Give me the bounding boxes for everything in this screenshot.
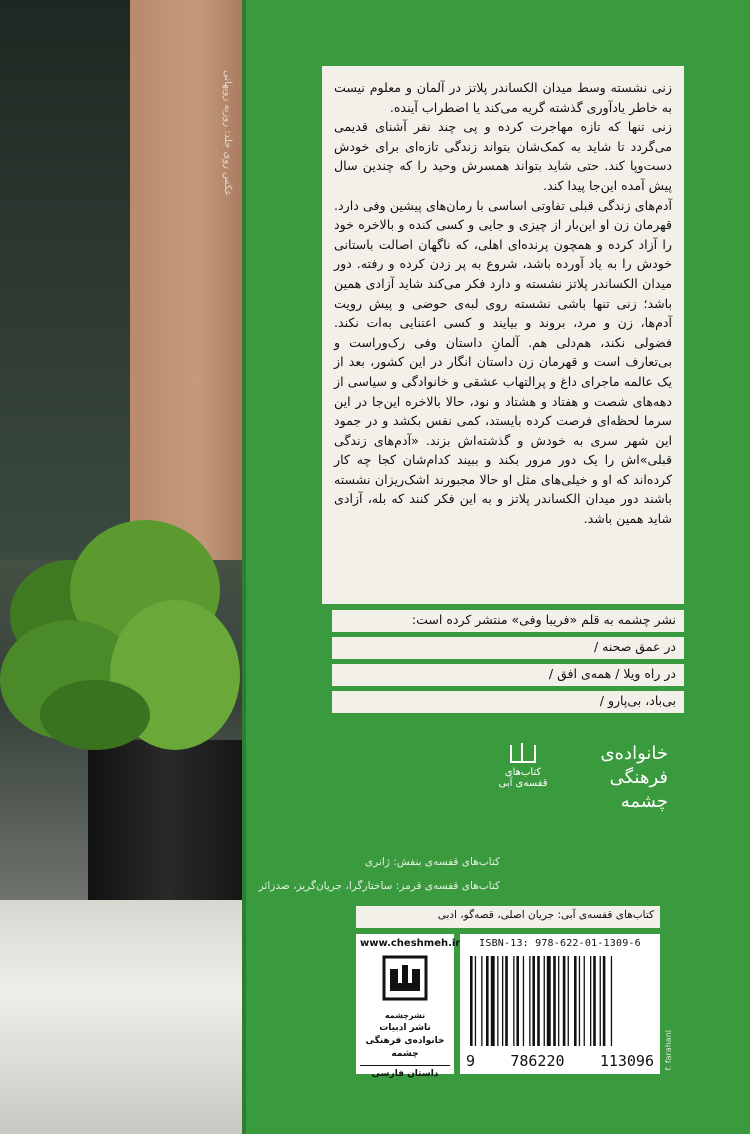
barcode-stripe — [516, 956, 519, 1046]
barcode-stripe — [497, 956, 498, 1046]
blurb-paragraph: آدم‌های زندگی قبلی تفاوتی اساسی با رمان‌های پیشین وفی دارد. قهرمان زن او این‌بار از چیزی و جایی و کسی کنده و بالاخره خود را آزاد کرده و همچون پرنده‌ای اهلی، که ناگهان اصالت باستانی خودش را به یاد آورده باشد، شروع به پر زدن کرده و رفته. دور میدان الکساندر پلاتز نشسته و دارد فکر می‌کند شاید آزادی همین باشد؛ زنی تنها باشی نشسته روی لبه‌ی حوضی و پیش رویت آدم‌ها، زن و مرد، بروند و بیایند و کسی اعتنایی به‌ات نکند. فضولی نکند، هم‌دلی هم. آلمانِ داستان وفی رک‌وراست و بی‌تعارف است و قهرمان زن داستان انگار در این کشور، بعد از یک عالمه ماجرای داغ و پرالتهاب عشقی و خانوادگی و سیاسی از دهه‌های شصت و هفتاد و هشتاد و نود، حالا بالاخره این‌جا در این سرما لحظه‌ای فرصت کرده بایستد، کمی نفس بکشد و در جمود این شهر سری به خودش و گذشته‌اش بزند. «آدم‌های زندگی قبلی»اش را یک دور مرور بکند و ببیند کدام‌شان کجا چه کار کرده‌اند که او و خیلی‌های مثل او حالا مجبورند اشک‌ریزان نشسته باشند دور میدان الکساندر پلاتز و به این فکر کنند که بله، آزادی شاید همین باشد. — [334, 197, 672, 527]
barcode-stripe — [544, 956, 545, 1046]
publisher-line: ناشر ادبیات — [379, 1023, 431, 1033]
series-blue: کتاب‌های قفسه‌ی آبی: جریان اصلی، قصه‌گو، ادبی — [356, 906, 660, 928]
barcode-stripe — [563, 956, 566, 1046]
barcode-stripe — [579, 956, 580, 1046]
designer-credit: f. farahani — [664, 1030, 673, 1071]
barcode-stripe — [600, 956, 601, 1046]
photo-credit: عکس روی جلد: روزبه رویهانی — [222, 70, 233, 197]
barcode-stripe — [593, 956, 596, 1046]
barcode-stripe — [470, 956, 473, 1046]
spine-edge — [242, 0, 246, 1134]
works-item: در عمق صحنه / — [332, 637, 684, 659]
barcode-stripe — [603, 956, 606, 1046]
works-heading: نشر چشمه به قلم «فریبا وفی» منتشر کرده است: — [332, 610, 684, 632]
barcode-stripe — [505, 956, 508, 1046]
blurb-box — [322, 66, 684, 604]
barcode-stripe — [475, 956, 476, 1046]
publisher-url: www.cheshmeh.ir — [360, 938, 461, 949]
blurb-paragraph: زنی تنها که تازه مهاجرت کرده و پی چند نفر آشنای قدیمی می‌گردد تا شاید به کمک‌شان بتواند زندگی تازه‌ای برای خودش دست‌وپا کند. حتی شاید بتواند همسرش وحید را که چندین سال پیش آمده این‌جا پیدا کند. — [334, 119, 672, 193]
barcode-stripe — [529, 956, 530, 1046]
series-logo — [488, 745, 558, 789]
cheshmeh-logo-icon — [382, 955, 428, 1001]
book-icon — [510, 745, 536, 763]
barcode-stripe — [547, 956, 551, 1046]
publisher-logo-label: نشرچشمه — [384, 1011, 426, 1020]
series-violet: کتاب‌های قفسه‌ی بنفش: ژانری — [364, 856, 500, 868]
stone-ledge — [0, 900, 245, 1134]
publisher-card — [356, 934, 461, 1079]
barcode-stripe — [502, 956, 503, 1046]
publisher-line: خانواده‌ی فرهنگی چشمه — [365, 1036, 445, 1059]
barcode-stripe — [590, 956, 591, 1046]
series-red: کتاب‌های قفسه‌ی قرمز: ساختارگرا، جریان‌گریز، صدزائر — [258, 880, 500, 892]
barcode-stripe — [513, 956, 514, 1046]
ean-digit-group: 786220 — [510, 1052, 565, 1070]
works-item: در راه ویلا / همه‌ی افق / — [332, 664, 684, 686]
barcode-stripe — [574, 956, 577, 1046]
photo-background — [0, 0, 130, 560]
ean-digit-group: 9 — [466, 1052, 476, 1070]
ean-digits — [466, 1052, 654, 1070]
barcode-stripe — [584, 956, 585, 1046]
cover-photo — [0, 0, 245, 1134]
brand-line: فرهنگی — [609, 767, 668, 788]
barcode-stripe — [611, 956, 612, 1046]
barcode-stripe — [481, 956, 482, 1046]
isbn-text: ISBN-13: 978-622-01-1309-6 — [479, 938, 641, 949]
barcode-stripe — [553, 956, 556, 1046]
plant-leaves — [40, 680, 150, 750]
blurb-paragraph: زنی نشسته وسط میدان الکساندر پلاتز در آلمان و معلوم نیست به خاطر یادآوری گذشته گریه می‌کند یا اضطراب آینده. — [334, 80, 672, 115]
barcode-stripe — [568, 956, 569, 1046]
barcode-stripe — [532, 956, 535, 1046]
barcode-stripe — [491, 956, 495, 1046]
series-logo-label: کتاب‌های قفسه‌ی آبی — [498, 767, 548, 789]
barcode-stripe — [558, 956, 559, 1046]
brand-line: خانواده‌ی — [600, 743, 668, 764]
book-category: داستان فارسی — [360, 1065, 450, 1081]
barcode-stripe — [537, 956, 540, 1046]
barcode-stripe — [523, 956, 524, 1046]
works-item: بی‌باد، بی‌پارو / — [332, 691, 684, 713]
publisher-brand — [578, 742, 668, 832]
barcode — [470, 956, 650, 1046]
ean-digit-group: 113096 — [599, 1052, 654, 1070]
barcode-stripe — [486, 956, 489, 1046]
barcode-box — [460, 934, 660, 1074]
brand-line: چشمه — [620, 791, 668, 812]
